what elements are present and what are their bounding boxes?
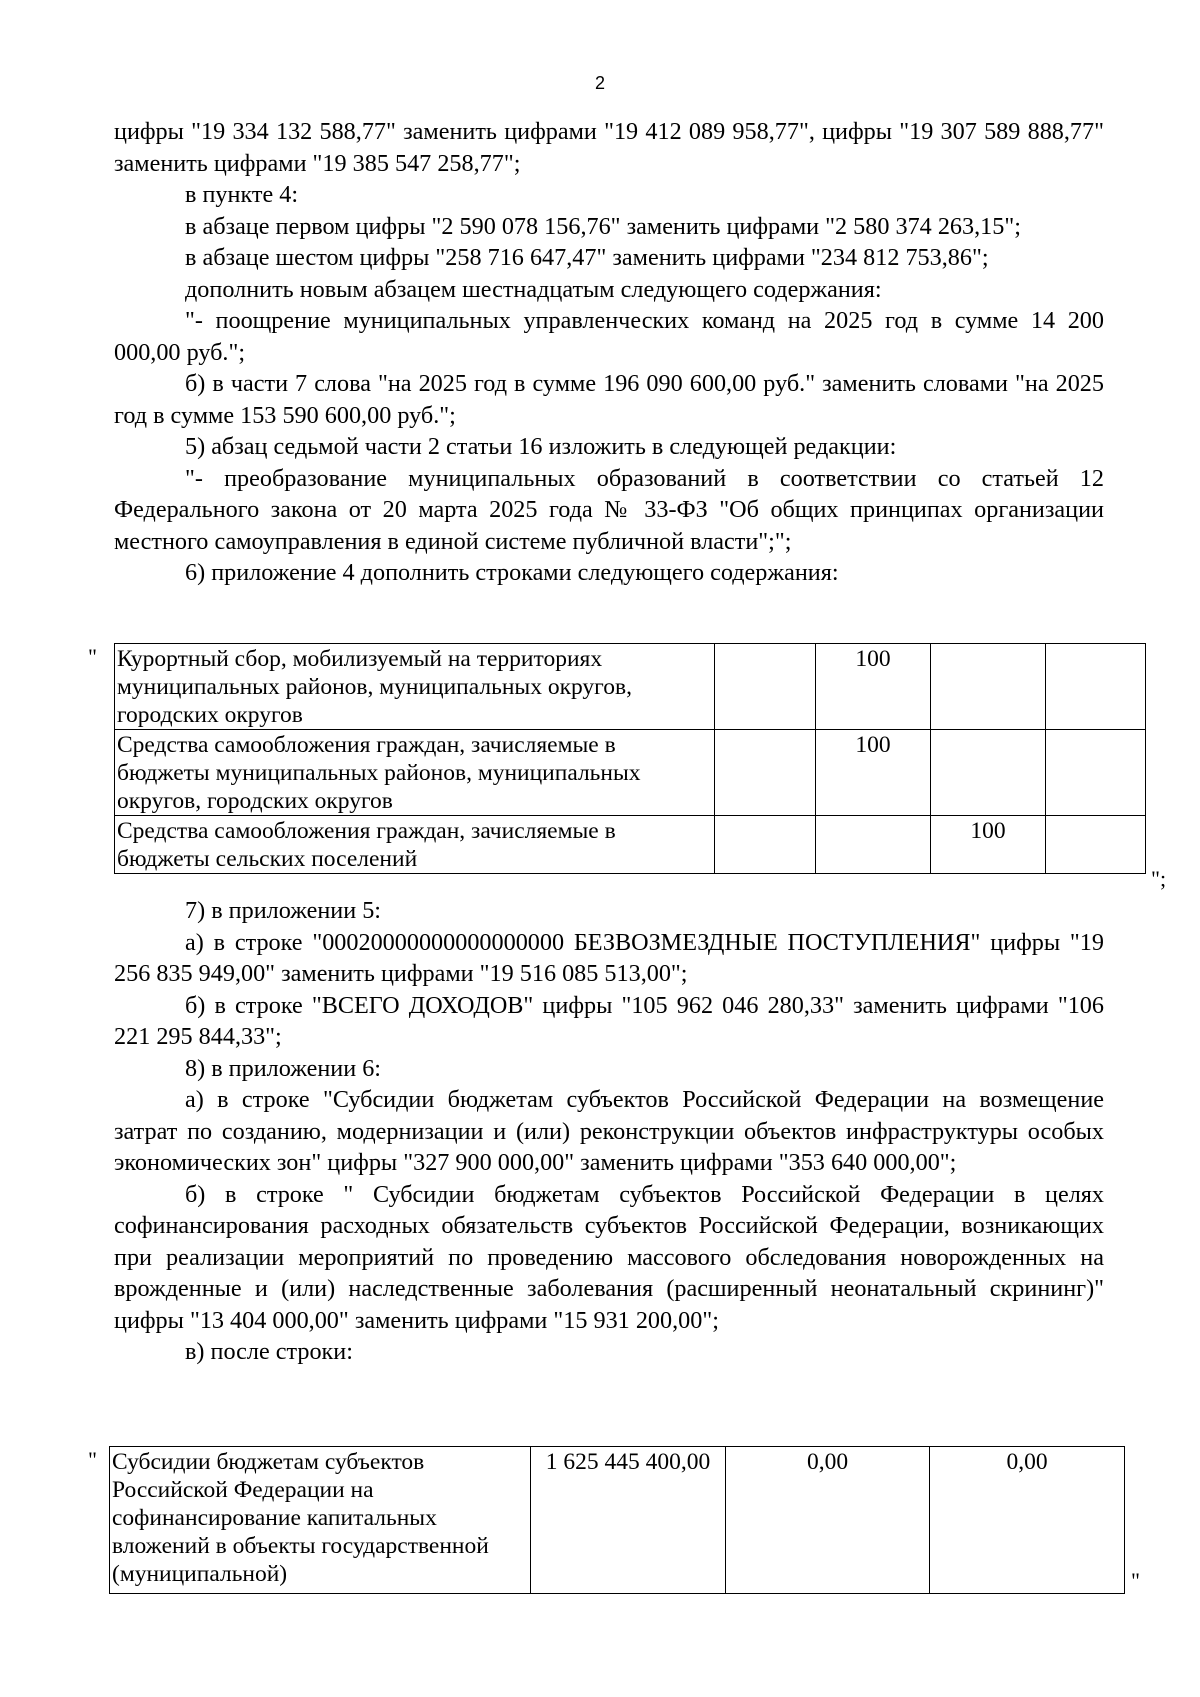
text-block-2 [114, 895, 1104, 1368]
table-row [110, 1447, 1125, 1594]
paragraph: "- поощрение муниципальных управленческих команд на 2025 год в сумме 14 200 000,00 руб."; [114, 307, 1104, 366]
table-row [115, 816, 1146, 874]
table-cell [715, 816, 816, 874]
paragraph: дополнить новым абзацем шестнадцатым следующего содержания: [185, 275, 882, 303]
table-row [115, 730, 1146, 816]
appendix-4-table [114, 643, 1146, 874]
table-cell: Курортный сбор, мобилизуемый на территориях муниципальных районов, муниципальных округов, городских округов [115, 644, 715, 730]
table-cell [1046, 816, 1146, 874]
table-cell [715, 644, 816, 730]
paragraph: цифры "19 334 132 588,77" заменить цифрами "19 412 089 958,77", цифры "19 307 589 888,77" заменить цифрами "19 385 547 258,77"; [114, 118, 1104, 177]
table-cell [1046, 730, 1146, 816]
table-cell: 0,00 [726, 1447, 930, 1594]
table-cell [931, 730, 1046, 816]
table-cell [1046, 644, 1146, 730]
paragraph: 7) в приложении 5: [185, 897, 382, 924]
paragraph: 5) абзац седьмой части 2 статьи 16 изложить в следующей редакции: [185, 433, 897, 460]
text-block-1 [114, 116, 1104, 589]
paragraph: б) в части 7 слова "на 2025 год в сумме 196 090 600,00 руб." заменить словами "на 2025 год в сумме 153 590 600,00 руб."; [114, 370, 1104, 429]
appendix-6-table [109, 1446, 1125, 1594]
paragraph: в абзаце первом цифры "2 590 078 156,76" заменить цифрами "2 580 374 263,15"; [185, 212, 1021, 240]
table-cell: 100 [816, 730, 931, 816]
table-1-open-quote: " [88, 644, 97, 669]
table-1-close-quote: "; [1151, 866, 1167, 891]
paragraph: б) в строке "ВСЕГО ДОХОДОВ" цифры "105 962 046 280,33" заменить цифрами "106 221 295 844,33"; [114, 991, 1104, 1050]
paragraph: 8) в приложении 6: [185, 1054, 382, 1082]
paragraph: "- преобразование муниципальных образований в соответствии со статьей 12 Федерального закона от 20 марта 2025 года № 33-ФЗ "Об общих принципах организации местного самоуправления в единой системе публичной власти";"; [114, 464, 1104, 555]
table-cell: Средства самообложения граждан, зачисляемые в бюджеты сельских поселений [115, 816, 715, 874]
paragraph: а) в строке "Субсидии бюджетам субъектов Российской Федерации на возмещение затрат по созданию, модернизации и (или) реконструкции объектов инфраструктуры особых экономических зон" цифры "327 900 000,00" заменить цифрами "353 640 000,00"; [114, 1086, 1104, 1176]
paragraph: б) в строке " Субсидии бюджетам субъектов Российской Федерации в целях софинансирования расходных обязательств субъектов Российской Федерации, возникающих при реализации мероприятий по проведению массового обследования новорожденных на врожденные и (или) наследственные заболевания (расширенный неонатальный скрининг)" цифры "13 404 000,00" заменить цифрами "15 931 200,00"; [114, 1180, 1104, 1334]
table-2-close-quote: " [1131, 1568, 1140, 1593]
page-number: 2 [594, 73, 605, 93]
paragraph: в абзаце шестом цифры "258 716 647,47" заменить цифрами "234 812 753,86"; [185, 244, 989, 271]
table-cell: 100 [931, 816, 1046, 874]
table-cell: Средства самообложения граждан, зачисляемые в бюджеты муниципальных районов, муниципальных округов, городских округов [115, 730, 715, 816]
table-cell: 0,00 [930, 1447, 1125, 1594]
paragraph: 6) приложение 4 дополнить строками следующего содержания: [185, 559, 839, 586]
paragraph: в пункте 4: [185, 181, 299, 208]
table-cell: 100 [816, 644, 931, 730]
paragraph: в) после строки: [185, 1338, 353, 1365]
table-row [115, 644, 1146, 730]
table-cell [816, 816, 931, 874]
table-cell: 1 625 445 400,00 [531, 1447, 726, 1594]
table-cell: Субсидии бюджетам субъектов Российской Федерации на софинансирование капитальных вложений в объекты государственной (муниципальной) [110, 1447, 531, 1594]
table-2-open-quote: " [88, 1447, 97, 1472]
table-cell [931, 644, 1046, 730]
table-cell [715, 730, 816, 816]
paragraph: а) в строке "00020000000000000000 БЕЗВОЗМЕЗДНЫЕ ПОСТУПЛЕНИЯ" цифры "19 256 835 949,00" заменить цифрами "19 516 085 513,00"; [114, 928, 1104, 987]
